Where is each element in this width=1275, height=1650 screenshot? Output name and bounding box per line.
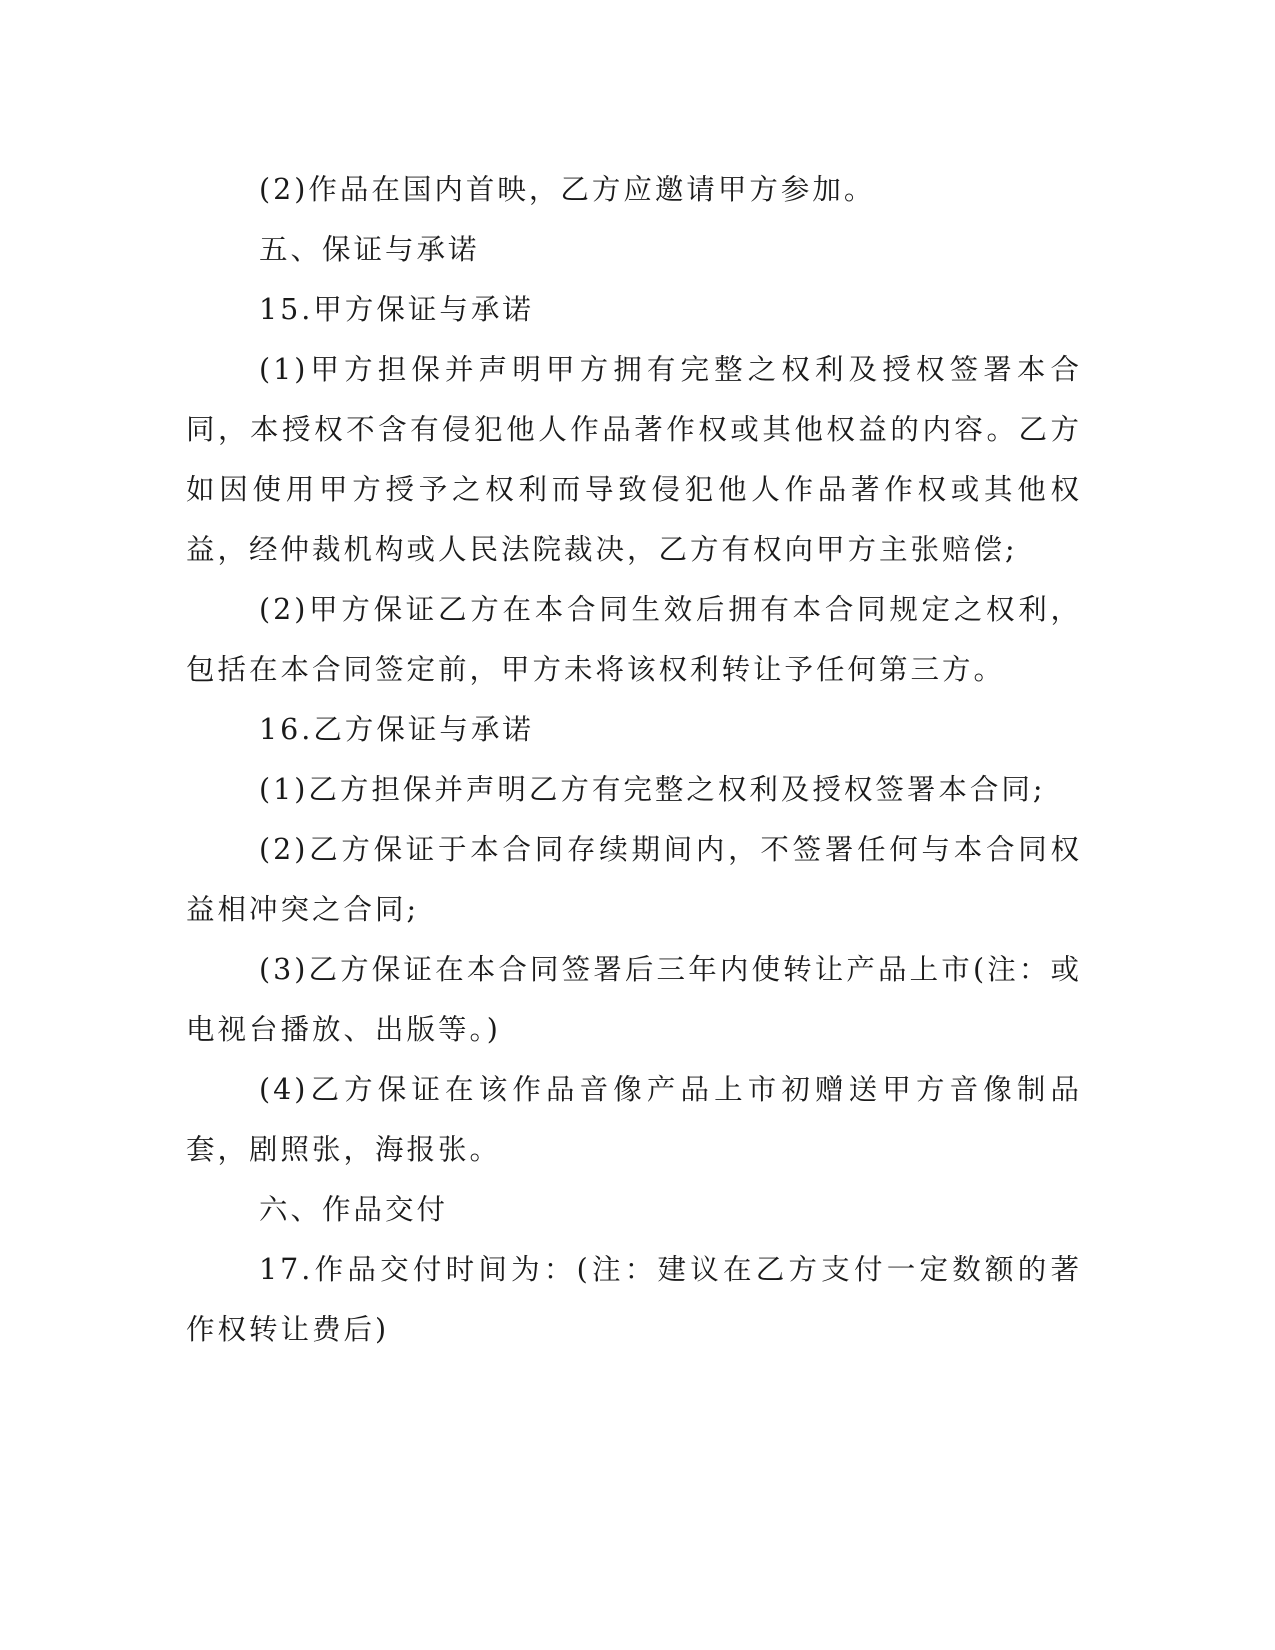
section-heading-delivery: 六、作品交付 — [259, 1193, 449, 1226]
clause-17: 17.作品交付时间为：(注：建议在乙方支付一定数额的著作权转让费后) — [186, 1253, 1082, 1346]
paragraph-premiere: (2)作品在国内首映，乙方应邀请甲方参加。 — [259, 173, 876, 206]
clause-15-item-1: (1)甲方担保并声明甲方拥有完整之权利及授权签署本合同，本授权不含有侵犯他人作品著作权或其他权益的内容。乙方如因使用甲方授予之权利而导致侵犯他人作品著作权或其他权益，经仲裁机构或人民法院裁决，乙方有权向甲方主张赔偿; — [186, 353, 1082, 566]
clause-16-item-1: (1)乙方担保并声明乙方有完整之权利及授权签署本合同; — [259, 773, 1046, 806]
clause-16-heading: 16.乙方保证与承诺 — [259, 713, 534, 746]
clause-16-item-2: (2)乙方保证于本合同存续期间内，不签署任何与本合同权益相冲突之合同; — [186, 833, 1082, 926]
clause-16-item-3: (3)乙方保证在本合同签署后三年内使转让产品上市(注：或电视台播放、出版等。) — [186, 953, 1082, 1046]
section-heading-guarantees: 五、保证与承诺 — [259, 233, 480, 266]
clause-15-item-2: (2)甲方保证乙方在本合同生效后拥有本合同规定之权利，包括在本合同签定前，甲方未将该权利转让予任何第三方。 — [186, 593, 1082, 686]
document-page — [186, 160, 1082, 1360]
clause-15-heading: 15.甲方保证与承诺 — [259, 293, 534, 326]
clause-16-item-4: (4)乙方保证在该作品音像产品上市初赠送甲方音像制品套，剧照张，海报张。 — [186, 1073, 1082, 1166]
